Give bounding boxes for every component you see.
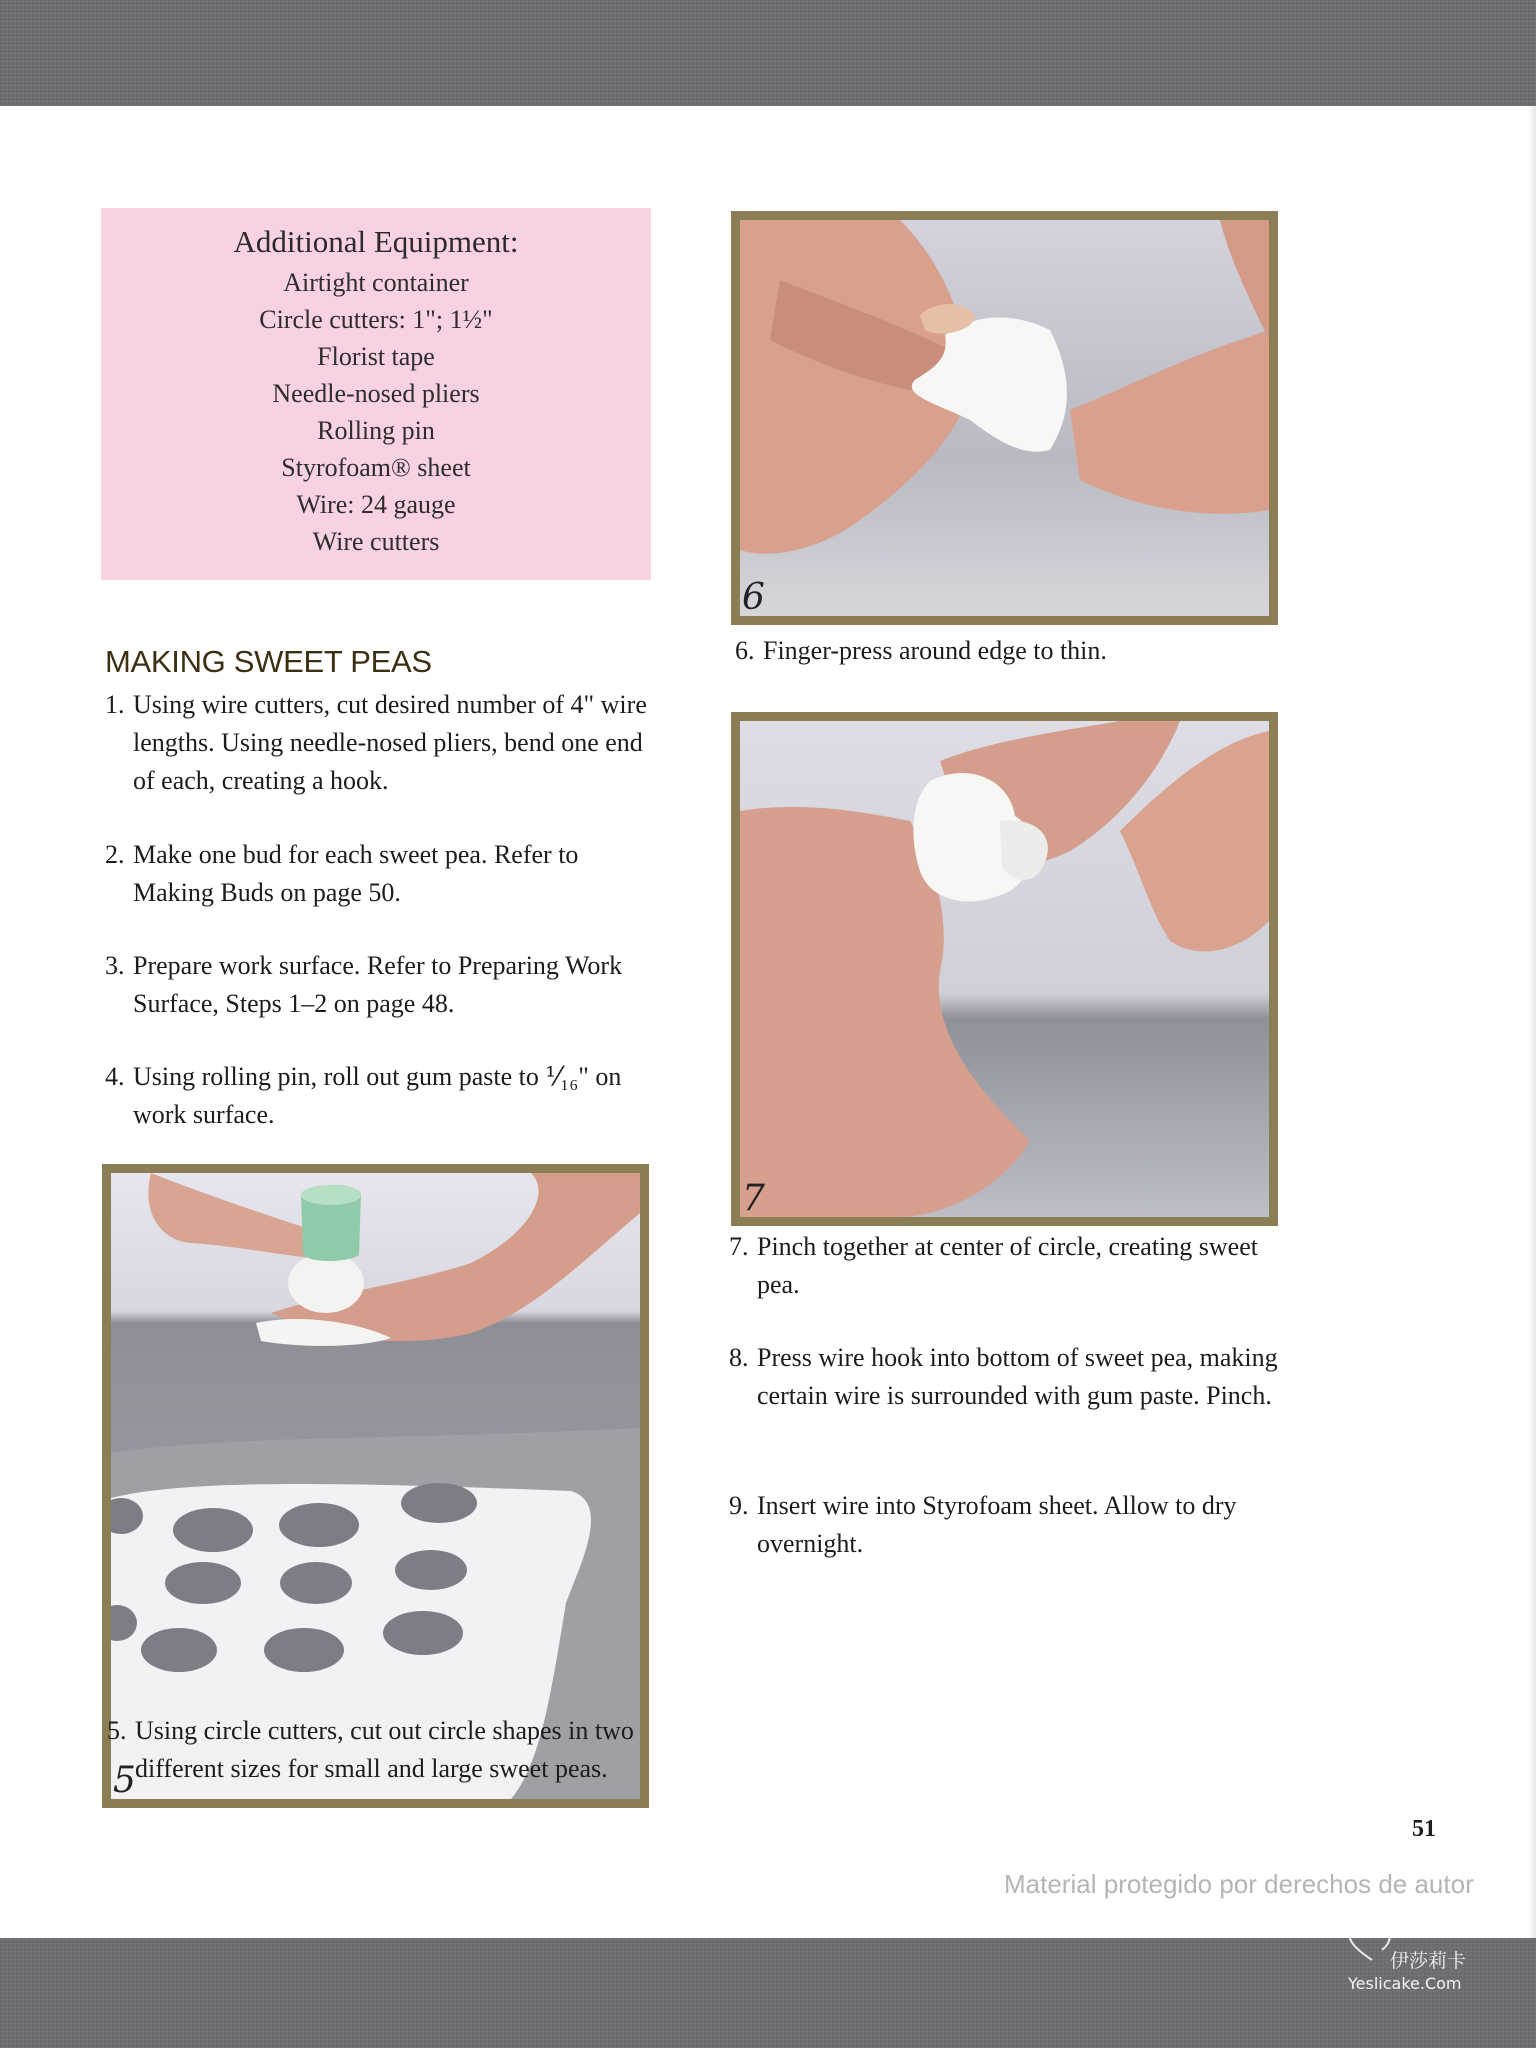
- watermark-chinese: 伊莎莉卡: [1390, 1950, 1467, 1972]
- top-gray-bar: [0, 0, 1536, 106]
- equipment-item: Rolling pin: [317, 416, 435, 445]
- watermark-site: Yeslicake.Com: [1348, 1974, 1462, 1993]
- step-number: 2.: [105, 840, 125, 869]
- step-6: [735, 632, 1295, 670]
- photo-label: 7: [742, 1178, 765, 1217]
- watermark-logo: [1344, 1924, 1494, 2004]
- equipment-item: Wire: 24 gauge: [296, 490, 456, 519]
- step-4: [105, 1058, 655, 1134]
- step-8: [729, 1339, 1289, 1415]
- step-text: Using circle cutters, cut out circle shapes in two different sizes for small and large sweet peas.: [135, 1716, 634, 1783]
- step-number: 5.: [107, 1716, 127, 1745]
- book-page: [0, 106, 1536, 1938]
- equipment-item: Wire cutters: [312, 527, 440, 556]
- step-9: [729, 1487, 1289, 1563]
- bottom-gray-bar: [0, 1938, 1536, 2048]
- photo-step-7: [731, 712, 1278, 1226]
- equipment-item: Styrofoam® sheet: [281, 453, 471, 482]
- step-text: Using wire cutters, cut desired number of 4" wire lengths. Using needle-nosed pliers, bend one end of each, creating a hook.: [133, 690, 647, 795]
- step-number: 3.: [105, 951, 125, 980]
- step-text: Insert wire into Styrofoam sheet. Allow to dry overnight.: [757, 1491, 1237, 1558]
- equipment-title: Additional Equipment:: [233, 224, 519, 259]
- photo-label: 6: [742, 577, 765, 616]
- step-2: [105, 836, 655, 912]
- page-number: 51: [1412, 1816, 1436, 1842]
- step-number: 7.: [729, 1232, 749, 1261]
- photo-label: 5: [113, 1760, 136, 1799]
- section-heading: MAKING SWEET PEAS: [105, 644, 432, 679]
- photo-step-6: [731, 211, 1278, 625]
- equipment-item: Florist tape: [317, 342, 435, 371]
- step-text: Prepare work surface. Refer to Preparing Work Surface, Steps 1–2 on page 48.: [133, 951, 623, 1018]
- step-text: Make one bud for each sweet pea. Refer to Making Buds on page 50.: [133, 840, 579, 907]
- step-number: 9.: [729, 1491, 749, 1520]
- copyright-notice: Material protegido por derechos de autor: [1004, 1869, 1474, 1899]
- step-1: [105, 686, 655, 800]
- equipment-item: Needle-nosed pliers: [272, 379, 480, 408]
- step-number: 1.: [105, 690, 125, 719]
- step-text: Using rolling pin, roll out gum paste to ⅟₁₆" on work surface.: [133, 1062, 622, 1129]
- step-text: Pinch together at center of circle, creating sweet pea.: [757, 1232, 1258, 1299]
- step-number: 6.: [735, 636, 755, 665]
- step-text: Press wire hook into bottom of sweet pea, making certain wire is surrounded with gum paste. Pinch.: [757, 1343, 1278, 1410]
- page-edge-shadow: [1528, 106, 1536, 1938]
- step-5: [107, 1712, 657, 1788]
- step-number: 8.: [729, 1343, 749, 1372]
- photo-image: [111, 1173, 640, 1799]
- photo-image: [740, 721, 1269, 1217]
- equipment-item: Circle cutters: 1"; 1½": [259, 305, 493, 334]
- step-text: Finger-press around edge to thin.: [763, 636, 1107, 665]
- equipment-item: Airtight container: [283, 268, 469, 297]
- photo-image: [740, 220, 1269, 616]
- step-number: 4.: [105, 1062, 125, 1091]
- additional-equipment-box: [101, 208, 651, 580]
- step-3: [105, 947, 655, 1023]
- step-7: [729, 1228, 1289, 1304]
